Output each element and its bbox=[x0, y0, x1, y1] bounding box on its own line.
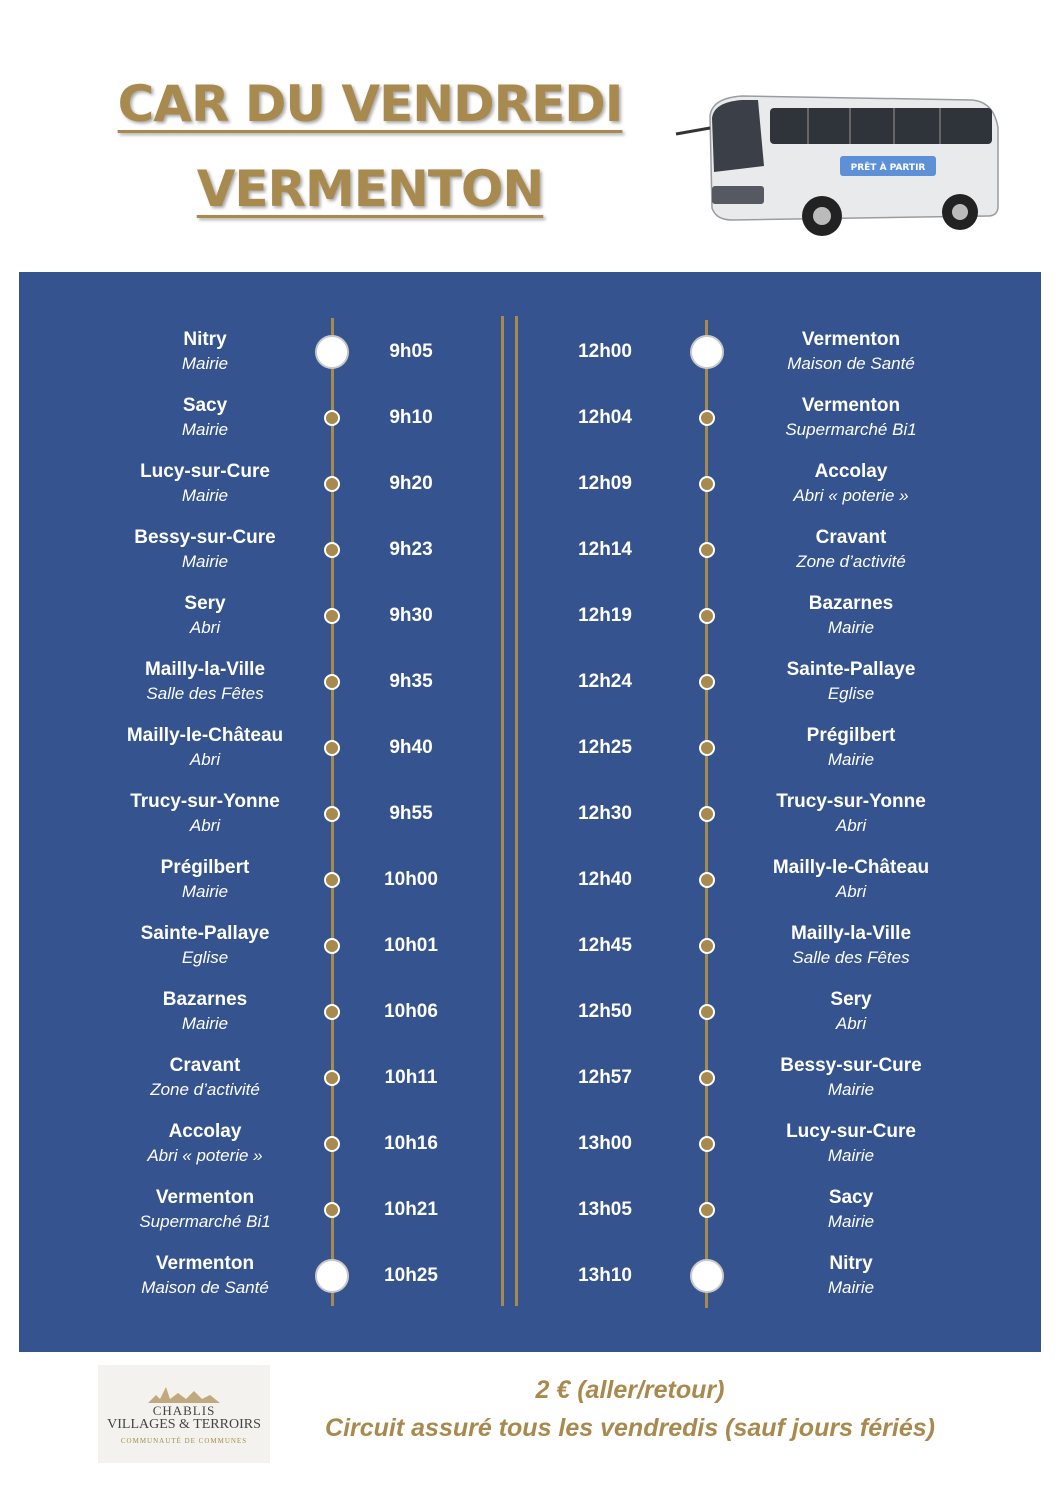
return-stop bbox=[731, 525, 971, 574]
return-stop-name: Accolay bbox=[814, 461, 888, 482]
return-stop-marker bbox=[699, 1004, 715, 1020]
logo-line-3: COMMUNAUTÉ DE COMMUNES bbox=[120, 1437, 248, 1445]
circuit-note: Circuit assuré tous les vendredis (sauf jours fériés) bbox=[325, 1414, 935, 1442]
outbound-stop bbox=[85, 393, 325, 442]
outbound-stop-name: Vermenton bbox=[155, 1253, 255, 1274]
return-time: 12h25 bbox=[578, 737, 632, 758]
outbound-stop-detail: Mairie bbox=[181, 882, 229, 901]
outbound-stop-marker bbox=[324, 1136, 340, 1152]
return-stop-detail: Abri « poterie » bbox=[793, 486, 909, 505]
return-stop-marker bbox=[699, 1070, 715, 1086]
return-stop-marker bbox=[699, 872, 715, 888]
return-time: 12h40 bbox=[578, 869, 632, 890]
return-time: 13h00 bbox=[578, 1133, 632, 1154]
return-stop-detail: Abri bbox=[835, 816, 867, 835]
title-line-1: CAR DU VENDREDI bbox=[117, 75, 623, 133]
outbound-stop bbox=[85, 789, 325, 838]
return-stop-detail: Maison de Santé bbox=[787, 354, 915, 373]
outbound-stop-name: Sery bbox=[184, 593, 226, 614]
outbound-stop-marker bbox=[324, 1070, 340, 1086]
outbound-stop-name: Bazarnes bbox=[162, 989, 248, 1010]
return-stop bbox=[731, 1119, 971, 1168]
return-stop bbox=[731, 921, 971, 970]
return-stop-marker bbox=[699, 1202, 715, 1218]
return-time: 12h14 bbox=[578, 539, 632, 560]
outbound-stop-name: Nitry bbox=[183, 329, 227, 350]
return-time: 13h05 bbox=[578, 1199, 632, 1220]
return-stop bbox=[731, 327, 971, 376]
outbound-stop-name: Accolay bbox=[168, 1121, 242, 1142]
return-stop-detail: Mairie bbox=[827, 1146, 875, 1165]
outbound-time: 9h30 bbox=[389, 605, 433, 626]
outbound-time: 10h00 bbox=[384, 869, 438, 890]
outbound-stop-marker bbox=[324, 872, 340, 888]
return-stop bbox=[731, 393, 971, 442]
return-time: 13h10 bbox=[578, 1265, 632, 1286]
outbound-stop-detail: Mairie bbox=[181, 486, 229, 505]
outbound-stop-name: Sainte-Pallaye bbox=[140, 923, 270, 944]
return-stop-marker bbox=[699, 542, 715, 558]
outbound-stop-name: Prégilbert bbox=[160, 857, 250, 878]
outbound-stop-marker bbox=[324, 938, 340, 954]
outbound-stop bbox=[85, 459, 325, 508]
outbound-stop-marker bbox=[324, 806, 340, 822]
outbound-stop bbox=[85, 1053, 325, 1102]
return-stop-marker bbox=[699, 806, 715, 822]
return-time: 12h45 bbox=[578, 935, 632, 956]
outbound-time: 10h16 bbox=[384, 1133, 438, 1154]
return-stop-marker bbox=[699, 608, 715, 624]
outbound-stop-marker bbox=[324, 1202, 340, 1218]
return-stop-marker bbox=[699, 410, 715, 426]
return-stop-name: Vermenton bbox=[801, 395, 901, 416]
divider-line-left bbox=[501, 316, 504, 1306]
outbound-stop-name: Trucy-sur-Yonne bbox=[130, 791, 280, 812]
return-stop bbox=[731, 591, 971, 640]
outbound-stop-marker bbox=[324, 476, 340, 492]
outbound-stop-marker bbox=[315, 335, 349, 369]
outbound-stop bbox=[85, 327, 325, 376]
return-stop-name: Bessy-sur-Cure bbox=[780, 1055, 922, 1076]
return-stop-detail: Eglise bbox=[827, 684, 875, 703]
return-stop-marker bbox=[699, 476, 715, 492]
outbound-stop-detail: Abri bbox=[189, 750, 221, 769]
outbound-time: 9h05 bbox=[389, 341, 433, 362]
outbound-stop-name: Mailly-la-Ville bbox=[144, 659, 266, 680]
outbound-stop bbox=[85, 657, 325, 706]
outbound-stop-detail: Mairie bbox=[181, 1014, 229, 1033]
outbound-stop bbox=[85, 525, 325, 574]
return-time: 12h24 bbox=[578, 671, 632, 692]
outbound-stop bbox=[85, 591, 325, 640]
outbound-time: 9h23 bbox=[389, 539, 433, 560]
outbound-stop-detail: Mairie bbox=[181, 420, 229, 439]
outbound-stop-name: Vermenton bbox=[155, 1187, 255, 1208]
outbound-stop-name: Sacy bbox=[182, 395, 228, 416]
outbound-time: 10h11 bbox=[384, 1067, 438, 1088]
outbound-time: 9h40 bbox=[389, 737, 433, 758]
return-stop-detail: Supermarché Bi1 bbox=[785, 420, 917, 439]
outbound-stop-marker bbox=[324, 608, 340, 624]
outbound-stop-marker bbox=[324, 1004, 340, 1020]
outbound-stop bbox=[85, 987, 325, 1036]
outbound-stop-marker bbox=[324, 674, 340, 690]
return-stop bbox=[731, 1185, 971, 1234]
outbound-time: 10h21 bbox=[384, 1199, 438, 1220]
return-time: 12h09 bbox=[578, 473, 632, 494]
return-stop-name: Bazarnes bbox=[808, 593, 894, 614]
outbound-stop-detail: Mairie bbox=[181, 552, 229, 571]
return-stop-name: Cravant bbox=[815, 527, 887, 548]
outbound-stop-detail: Abri bbox=[189, 618, 221, 637]
return-stop-marker bbox=[699, 674, 715, 690]
outbound-stop bbox=[85, 855, 325, 904]
outbound-stop-detail: Abri bbox=[189, 816, 221, 835]
return-stop-detail: Mairie bbox=[827, 750, 875, 769]
outbound-time: 9h35 bbox=[389, 671, 433, 692]
outbound-stop bbox=[85, 723, 325, 772]
return-stop-name: Mailly-la-Ville bbox=[790, 923, 912, 944]
outbound-stop-name: Mailly-le-Château bbox=[126, 725, 284, 746]
return-stop-name: Nitry bbox=[829, 1253, 873, 1274]
outbound-time: 10h01 bbox=[384, 935, 438, 956]
return-time: 12h30 bbox=[578, 803, 632, 824]
price-text: 2 € (aller/retour) bbox=[535, 1376, 725, 1404]
return-stop bbox=[731, 657, 971, 706]
outbound-stop-detail: Mairie bbox=[181, 354, 229, 373]
return-stop bbox=[731, 789, 971, 838]
bus-illustration bbox=[672, 88, 1002, 248]
return-stop-marker bbox=[699, 938, 715, 954]
outbound-stop-marker bbox=[315, 1259, 349, 1293]
return-time: 12h00 bbox=[578, 341, 632, 362]
outbound-stop-name: Cravant bbox=[169, 1055, 241, 1076]
return-stop-name: Vermenton bbox=[801, 329, 901, 350]
outbound-time: 9h55 bbox=[389, 803, 433, 824]
return-stop-name: Sery bbox=[830, 989, 872, 1010]
return-stop-detail: Mairie bbox=[827, 1278, 875, 1297]
return-time: 12h19 bbox=[578, 605, 632, 626]
divider-line-right bbox=[515, 316, 518, 1306]
return-stop-detail: Abri bbox=[835, 882, 867, 901]
return-stop-name: Prégilbert bbox=[806, 725, 896, 746]
outbound-stop-marker bbox=[324, 542, 340, 558]
logo-line-1: CHABLIS bbox=[152, 1403, 216, 1418]
return-time: 12h04 bbox=[578, 407, 632, 428]
outbound-stop-marker bbox=[324, 410, 340, 426]
return-stop bbox=[731, 1251, 971, 1300]
outbound-stop bbox=[85, 1251, 325, 1300]
outbound-stop bbox=[85, 1119, 325, 1168]
timetable-panel bbox=[19, 272, 1041, 1352]
return-stop bbox=[731, 855, 971, 904]
return-stop-marker bbox=[699, 740, 715, 756]
outbound-stop-detail: Supermarché Bi1 bbox=[139, 1212, 271, 1231]
return-stop bbox=[731, 459, 971, 508]
return-time: 12h50 bbox=[578, 1001, 632, 1022]
return-stop-name: Trucy-sur-Yonne bbox=[776, 791, 926, 812]
outbound-stop-name: Bessy-sur-Cure bbox=[134, 527, 276, 548]
return-stop-marker bbox=[690, 335, 724, 369]
outbound-stop-name: Lucy-sur-Cure bbox=[140, 461, 270, 482]
return-stop-marker bbox=[690, 1259, 724, 1293]
outbound-stop bbox=[85, 1185, 325, 1234]
outbound-stop-detail: Maison de Santé bbox=[141, 1278, 269, 1297]
outbound-time: 9h10 bbox=[389, 407, 433, 428]
return-stop bbox=[731, 987, 971, 1036]
logo-line-2: VILLAGES & TERROIRS bbox=[107, 1417, 261, 1432]
return-stop-detail: Mairie bbox=[827, 618, 875, 637]
return-stop-detail: Abri bbox=[835, 1014, 867, 1033]
chablis-villages-terroirs-logo bbox=[98, 1365, 270, 1463]
outbound-stop-marker bbox=[324, 740, 340, 756]
return-stop-marker bbox=[699, 1136, 715, 1152]
return-stop-name: Sacy bbox=[828, 1187, 874, 1208]
return-stop-name: Mailly-le-Château bbox=[772, 857, 930, 878]
outbound-stop-detail: Salle des Fêtes bbox=[146, 684, 264, 703]
outbound-stop-detail: Zone d’activité bbox=[150, 1080, 260, 1099]
outbound-time: 10h06 bbox=[384, 1001, 438, 1022]
return-stop-detail: Mairie bbox=[827, 1212, 875, 1231]
return-stop bbox=[731, 1053, 971, 1102]
return-stop-name: Sainte-Pallaye bbox=[786, 659, 916, 680]
outbound-stop-detail: Abri « poterie » bbox=[147, 1146, 263, 1165]
bus-sign-text: PRÊT À PARTIR bbox=[850, 163, 926, 173]
outbound-stop-detail: Eglise bbox=[181, 948, 229, 967]
return-stop bbox=[731, 723, 971, 772]
return-stop-detail: Salle des Fêtes bbox=[792, 948, 910, 967]
outbound-time: 10h25 bbox=[384, 1265, 438, 1286]
outbound-time: 9h20 bbox=[389, 473, 433, 494]
return-time: 12h57 bbox=[578, 1067, 632, 1088]
return-stop-detail: Mairie bbox=[827, 1080, 875, 1099]
return-stop-name: Lucy-sur-Cure bbox=[786, 1121, 916, 1142]
return-stop-detail: Zone d’activité bbox=[796, 552, 906, 571]
title-line-2: VERMENTON bbox=[196, 160, 544, 218]
outbound-stop bbox=[85, 921, 325, 970]
